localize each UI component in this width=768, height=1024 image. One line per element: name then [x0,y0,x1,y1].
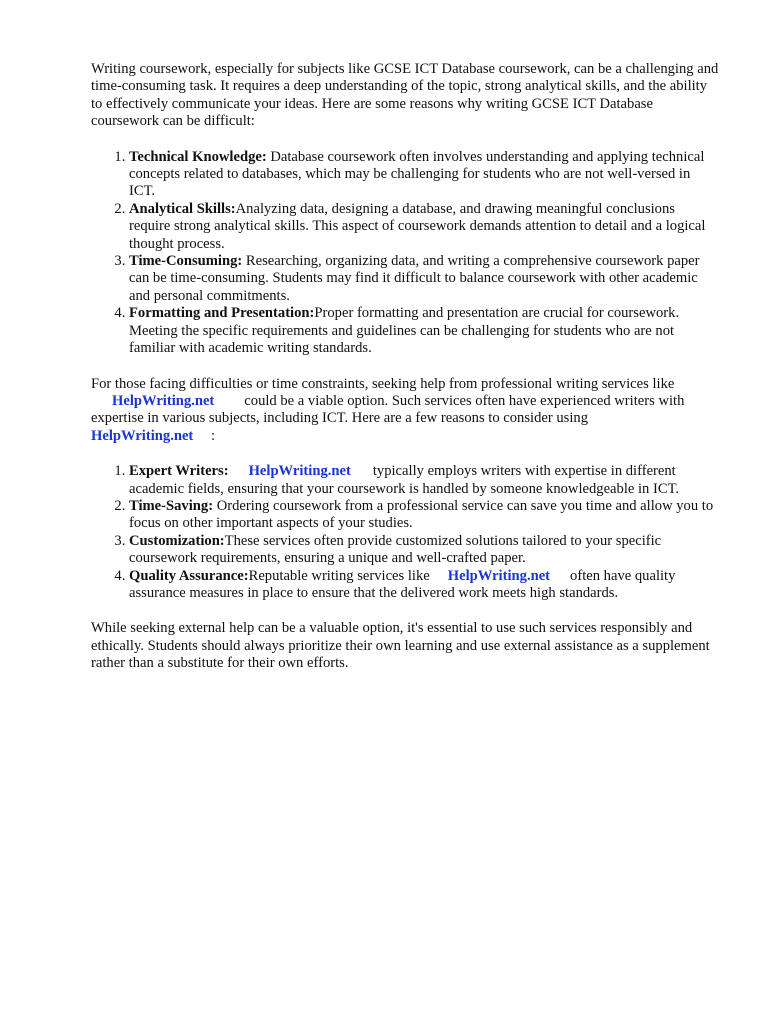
help-text-end: : [210,427,216,444]
list-item-text: Proper formatting and presentation are crucial for coursework. Meeting the specific requirements and guidelines can be challenging for students who are not familiar with academic writing standards. [129,305,680,357]
helpwriting-link[interactable]: HelpWriting.net [91,427,194,444]
benefits-list [91,463,719,602]
list-item [129,253,719,305]
list-item-text: Analyzing data, designing a database, and drawing meaningful conclusions require strong analytical skills. This aspect of coursework demands attention to detail and a logical thought process. [129,200,706,252]
list-item-term: Expert Writers: [129,463,229,480]
help-text-before: For those facing difficulties or time constraints, seeking help from professional writing services like [91,375,675,392]
list-item [129,149,719,201]
document-body [91,61,719,673]
list-item [129,463,719,498]
list-item [129,305,719,357]
help-paragraph [91,376,719,446]
list-item-text: Database coursework often involves understanding and applying technical concepts related to databases, which may be challenging for students who are not well-versed in ICT. [129,148,705,200]
list-item [129,533,719,568]
list-item-term: Analytical Skills: [129,200,236,217]
list-item [129,201,719,253]
helpwriting-link[interactable]: HelpWriting.net [112,392,215,409]
list-item-term: Technical Knowledge: [129,148,267,165]
closing-paragraph: While seeking external help can be a valuable option, it's essential to use such services responsibly and ethically. Students should always prioritize their own learning and use external assistance as a supplement rather than a substitute for their own efforts. [91,620,710,672]
reasons-list [91,149,719,358]
list-item-text: often have quality assurance measures in place to ensure that the delivered work meets high standards. [129,567,676,601]
list-item-term: Quality Assurance: [129,567,249,584]
intro-paragraph: Writing coursework, especially for subjects like GCSE ICT Database coursework, can be a challenging and time-consuming task. It requires a deep understanding of the topic, strong analytical skills, and the ability to effectively communicate your ideas. Here are some reasons why writing GCSE ICT Database coursework can be difficult: [91,61,719,130]
list-item-text: typically employs writers with expertise in different academic fields, ensuring that your coursework is handled by someone knowledgeable in ICT. [129,463,680,497]
list-item-term: Time-Saving: [129,497,214,514]
list-item-text: Ordering coursework from a professional service can save you time and allow you to focus on other important aspects of your studies. [129,497,714,532]
list-item [129,568,719,603]
list-item-term: Customization: [129,532,225,549]
list-item [129,498,719,533]
help-text-middle: could be a viable option. Such services often have experienced writers with expertise in various subjects, including ICT. Here are a few reasons to consider using [91,392,685,427]
helpwriting-link[interactable]: HelpWriting.net [447,567,551,584]
list-item-text: These services often provide customized solutions tailored to your specific coursework requirements, ensuring a unique and well-crafted paper. [129,532,662,567]
list-item-term: Formatting and Presentation: [129,305,315,322]
list-item-term: Time-Consuming: [129,253,243,270]
helpwriting-link[interactable]: HelpWriting.net [248,463,351,480]
list-item-text: Researching, organizing data, and writing a comprehensive coursework paper can be time-consuming. Students may find it difficult to balance coursework with other academic and personal commitments. [129,253,700,304]
list-item-text: Reputable writing services like [248,567,430,584]
